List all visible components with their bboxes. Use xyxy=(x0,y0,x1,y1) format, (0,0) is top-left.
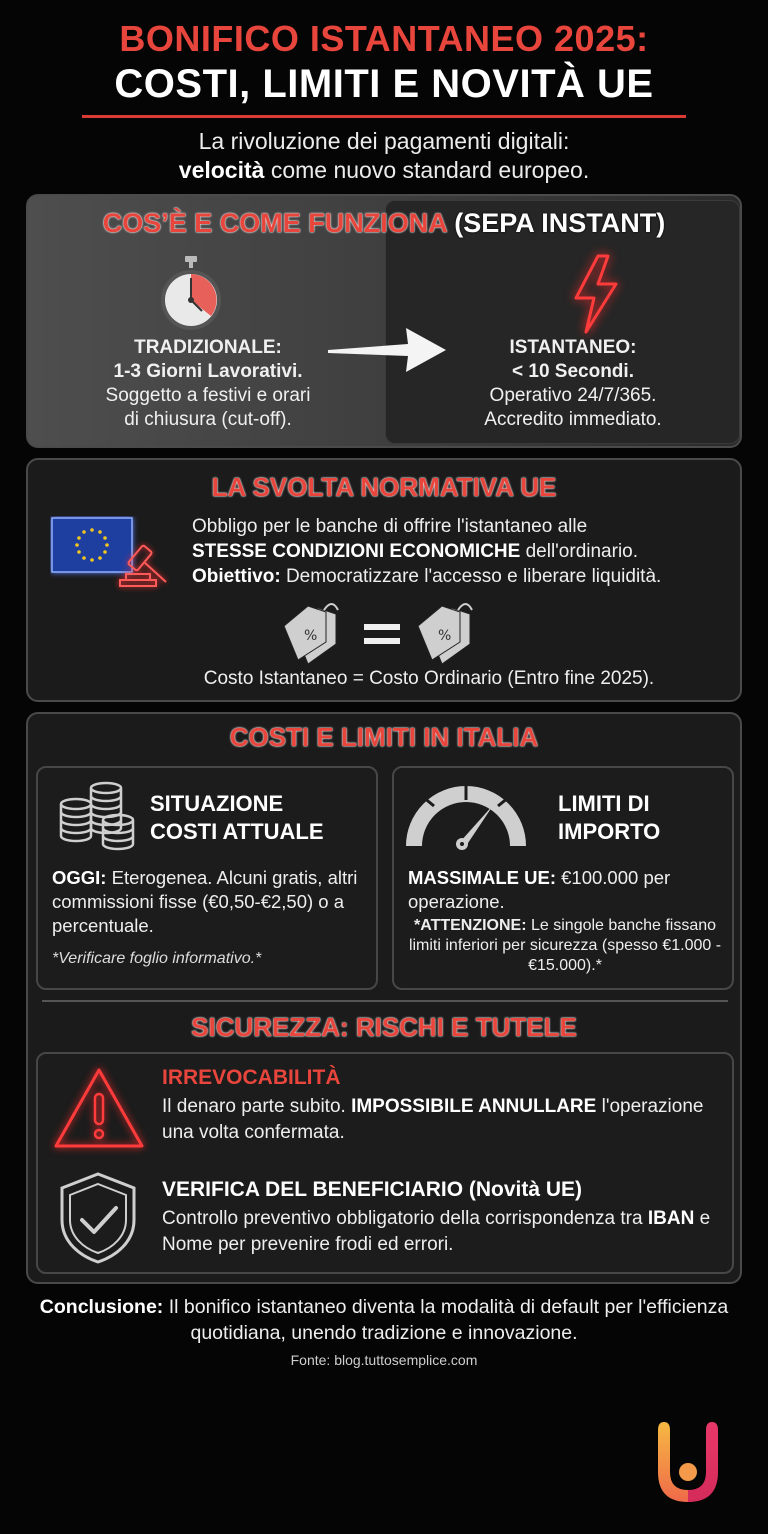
lightning-bolt-icon xyxy=(568,254,624,334)
costs-note: *Verificare foglio informativo.* xyxy=(52,950,262,967)
regulation-title: LA SVOLTA NORMATIVA UE xyxy=(211,472,557,502)
eu-flag-gavel-icon xyxy=(50,516,170,594)
stopwatch-icon xyxy=(156,254,226,334)
max-eu-label: MASSIMALE UE: xyxy=(408,867,556,888)
subtitle xyxy=(0,127,768,185)
objective-label: Obiettivo: xyxy=(192,566,281,587)
traditional-column xyxy=(58,336,358,432)
instant-subheading: < 10 Secondi. xyxy=(512,361,634,382)
subtitle-bold: velocità xyxy=(178,157,265,183)
italy-panel xyxy=(26,712,742,1284)
instant-line-1: Operativo 24/7/365. xyxy=(489,385,657,406)
shield-check-icon xyxy=(56,1170,140,1264)
costs-card xyxy=(36,766,378,990)
title-line-2: COSTI, LIMITI E NOVITÀ UE xyxy=(114,62,654,106)
costs-body xyxy=(52,866,372,938)
regulation-text xyxy=(192,514,732,589)
irrevocability-heading: IRREVOCABILITÀ xyxy=(162,1066,341,1089)
traditional-subheading: 1-3 Giorni Lavorativi. xyxy=(113,361,303,382)
verification-body xyxy=(162,1206,727,1258)
regulation-line-1: Obbligo per le banche di offrire l'istantaneo alle xyxy=(192,516,588,537)
instant-heading: ISTANTANEO: xyxy=(509,337,637,358)
costs-heading-line-2: COSTI ATTUALE xyxy=(150,819,324,844)
conclusion xyxy=(20,1294,748,1346)
title-white-part: (SEPA INSTANT) xyxy=(446,208,666,238)
title-divider xyxy=(82,115,686,118)
speedometer-icon xyxy=(406,782,526,850)
verification-text-bold: IBAN xyxy=(647,1208,695,1229)
verification-heading: VERIFICA DEL BENEFICIARIO (Novità UE) xyxy=(162,1178,583,1201)
verification-text-end: e Nome per prevenire frodi ed errori. xyxy=(162,1208,711,1255)
coins-icon xyxy=(58,780,138,854)
warning-triangle-icon xyxy=(52,1066,146,1150)
verification-text-start: Controllo preventivo obbligatorio della corrispondenza tra xyxy=(162,1208,648,1229)
limits-heading-line-2: IMPORTO xyxy=(558,819,661,844)
subtitle-line-2: come nuovo standard europeo. xyxy=(264,157,590,183)
regulation-panel xyxy=(26,458,742,702)
source-credit: Fonte: blog.tuttosemplice.com xyxy=(290,1352,478,1368)
traditional-line-1: Soggetto a festivi e orari xyxy=(105,385,311,406)
objective-text: Democratizzare l'accesso e liberare liquidità. xyxy=(280,566,662,587)
security-title: SICUREZZA: RISCHI E TUTELE xyxy=(191,1012,577,1042)
max-eu-text: €100.000 per operazione. xyxy=(408,867,671,912)
tuttosemplice-logo-icon xyxy=(652,1420,724,1510)
attention-label: *ATTENZIONE: xyxy=(413,917,527,934)
irrevocability-text-bold: IMPOSSIBILE ANNULLARE xyxy=(351,1096,597,1117)
svg-text:%: % xyxy=(438,628,452,644)
how-it-works-title xyxy=(28,208,740,239)
irrevocability-text-start: Il denaro parte subito. xyxy=(162,1096,352,1117)
costs-today-text: Eterogenea. Alcuni gratis, altri commissioni fisse (€0,50-€2,50) o a percentuale. xyxy=(52,867,358,936)
traditional-line-2: di chiusura (cut-off). xyxy=(124,409,292,430)
conclusion-label: Conclusione: xyxy=(39,1296,164,1318)
section-divider xyxy=(42,1000,728,1002)
limits-card xyxy=(392,766,734,990)
title-line-1: BONIFICO ISTANTANEO 2025: xyxy=(119,18,649,59)
conclusion-text: Il bonifico istantaneo diventa la modalità di default per l'efficienza quotidiana, unendo tradizione e innovazione. xyxy=(163,1296,729,1344)
attention-text: Le singole banche fissano limiti inferiori per sicurezza (spesso €1.000 - €15.000).* xyxy=(408,917,722,974)
security-card xyxy=(36,1052,734,1274)
costs-heading-line-1: SITUAZIONE xyxy=(150,791,284,816)
title-red-part: COS’È E COME FUNZIONA xyxy=(102,208,447,238)
subtitle-line-1: La rivoluzione dei pagamenti digitali: xyxy=(198,128,570,154)
costs-heading xyxy=(150,790,324,846)
instant-column xyxy=(428,336,718,432)
costs-today-label: OGGI: xyxy=(52,867,107,888)
irrevocability-body xyxy=(162,1094,722,1146)
price-tags-equal-icon xyxy=(284,600,494,670)
limits-body xyxy=(408,866,730,914)
regulation-line-2-bold: STESSE CONDIZIONI ECONOMICHE xyxy=(192,541,521,562)
limits-heading xyxy=(558,790,660,846)
equation-text: Costo Istantaneo = Costo Ordinario (Entro fine 2025). xyxy=(203,668,655,689)
italy-title: COSTI E LIMITI IN ITALIA xyxy=(229,722,539,752)
regulation-line-2: dell'ordinario. xyxy=(520,541,639,562)
traditional-heading: TRADIZIONALE: xyxy=(134,337,282,358)
irrevocability-text-end: l'operazione una volta confermata. xyxy=(162,1096,704,1143)
limits-note xyxy=(402,916,728,976)
instant-line-2: Accredito immediato. xyxy=(484,409,662,430)
limits-heading-line-1: LIMITI DI xyxy=(558,791,650,816)
how-it-works-panel xyxy=(26,194,742,448)
svg-text:%: % xyxy=(304,628,318,644)
